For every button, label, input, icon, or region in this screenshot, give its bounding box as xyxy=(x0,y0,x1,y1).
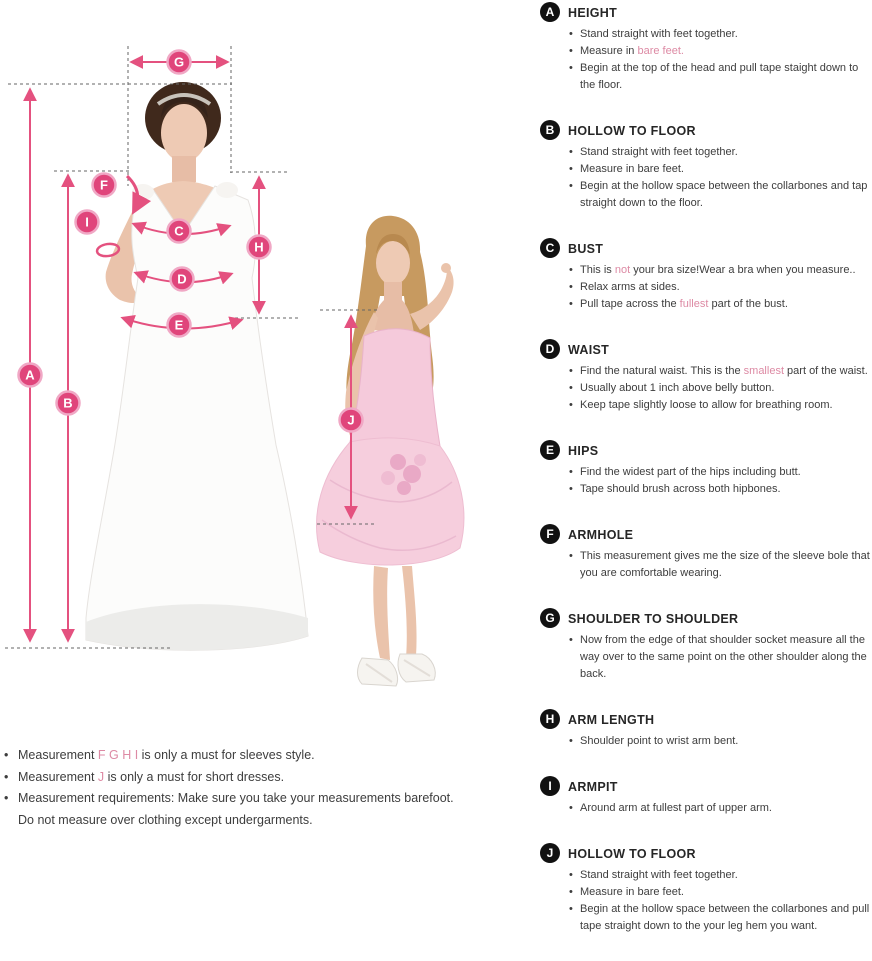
marker-d xyxy=(171,268,194,291)
bullet-item xyxy=(568,144,870,161)
bullet-text: Relax arms at sides. xyxy=(580,281,680,293)
bullet-text: Stand straight with feet together. xyxy=(580,146,738,158)
section-title: WAIST xyxy=(568,343,610,357)
section-badge: C xyxy=(540,238,560,258)
marker-letter: E xyxy=(174,317,184,333)
measurement-section-f xyxy=(540,524,870,582)
marker-letter: F xyxy=(100,177,108,193)
bullet-item xyxy=(568,632,870,683)
bullet-dot: • xyxy=(569,146,573,158)
note-highlight: J xyxy=(97,769,105,784)
bullet-text: Usually about 1 inch above belly button. xyxy=(580,382,775,394)
bullet-text: Measure in xyxy=(580,45,638,57)
bullet-dot: • xyxy=(569,483,573,495)
bullet-dot: • xyxy=(569,298,573,310)
section-content xyxy=(568,2,870,94)
marker-j xyxy=(340,409,363,432)
marker-b xyxy=(57,392,80,415)
marker-h xyxy=(248,236,271,259)
section-content xyxy=(568,120,870,212)
bullet-dot: • xyxy=(569,634,573,646)
bullet-text: Measure in bare feet. xyxy=(580,163,684,175)
note-line xyxy=(4,745,536,767)
bullet-text: Shoulder point to wrist arm bent. xyxy=(580,735,739,747)
bullet-text: part of the waist. xyxy=(784,365,868,377)
note-text: Measurement requirements: Make sure you take your measurements barefoot. xyxy=(18,791,454,805)
bullet-item xyxy=(568,380,870,397)
bullet-item xyxy=(568,43,870,60)
note-text: is only a must for sleeves style. xyxy=(141,748,315,762)
bullet-item xyxy=(568,464,870,481)
bullet-dot: • xyxy=(569,365,573,377)
bullet-item xyxy=(568,548,870,582)
measurement-section-c xyxy=(540,238,870,313)
bullet-text: Now from the edge of that shoulder socket measure all the way over to the same point on the other shoulder along the back. xyxy=(580,634,867,680)
note-dot: • xyxy=(4,791,9,805)
bullet-item xyxy=(568,161,870,178)
section-title: ARMPIT xyxy=(568,780,618,794)
bullet-item xyxy=(568,60,870,94)
marker-c xyxy=(168,220,191,243)
marker-letter: H xyxy=(254,239,264,255)
pink-bodice xyxy=(350,329,440,446)
bullet-dot: • xyxy=(569,264,573,276)
marker-letter: J xyxy=(347,412,355,428)
bullet-text: Stand straight with feet together. xyxy=(580,869,738,881)
section-content xyxy=(568,440,870,498)
bullet-text: Measure in bare feet. xyxy=(580,886,684,898)
section-content xyxy=(568,339,870,414)
bullet-item xyxy=(568,296,870,313)
section-badge: B xyxy=(540,120,560,140)
tall-model-illustration xyxy=(86,82,308,650)
marker-letter: I xyxy=(85,214,89,230)
bullet-item xyxy=(568,884,870,901)
measurement-section-d xyxy=(540,339,870,414)
note-line xyxy=(4,767,536,789)
bullet-dot: • xyxy=(569,802,573,814)
section-badge: A xyxy=(540,2,560,22)
bullet-dot: • xyxy=(569,281,573,293)
bullet-text: part of the bust. xyxy=(708,298,788,310)
section-content xyxy=(568,709,870,750)
bullet-item xyxy=(568,26,870,43)
note-text: Do not measure over clothing except undergarments. xyxy=(18,812,313,827)
bullet-dot: • xyxy=(569,163,573,175)
bullet-text: Find the natural waist. This is the xyxy=(580,365,744,377)
bullet-text: Begin at the hollow space between the collarbones and tap straight down to the floor. xyxy=(580,180,868,209)
bullet-text: Tape should brush across both hipbones. xyxy=(580,483,781,495)
bullet-highlight: not xyxy=(614,264,631,276)
marker-letter: A xyxy=(25,367,35,383)
section-badge: H xyxy=(540,709,560,729)
tall-model-face xyxy=(161,104,207,162)
bullet-item xyxy=(568,363,870,380)
bullet-dot: • xyxy=(569,28,573,40)
bullet-item xyxy=(568,178,870,212)
bullet-dot: • xyxy=(569,466,573,478)
measurement-section-i xyxy=(540,776,870,817)
bullet-dot: • xyxy=(569,180,573,192)
bullet-text: Stand straight with feet together. xyxy=(580,28,738,40)
short-model-illustration xyxy=(317,216,464,686)
bullet-dot: • xyxy=(569,550,573,562)
bullet-text: Begin at the hollow space between the collarbones and pull tape straight down to the your leg hem you want. xyxy=(580,903,870,932)
section-badge: E xyxy=(540,440,560,460)
bullet-dot: • xyxy=(569,382,573,394)
section-title: HEIGHT xyxy=(568,6,618,20)
short-model-left-leg xyxy=(373,566,390,660)
bullet-highlight: smallest xyxy=(743,365,784,377)
measurement-section-a xyxy=(540,2,870,94)
bullet-item xyxy=(568,262,870,279)
note-dot: • xyxy=(4,769,9,784)
section-content xyxy=(568,238,870,313)
bullet-text: your bra size!Wear a bra when you measure.. xyxy=(630,264,856,276)
note-text: is only a must for short dresses. xyxy=(104,769,285,784)
section-title: SHOULDER TO SHOULDER xyxy=(568,612,739,626)
bullet-text: Pull tape across the xyxy=(580,298,680,310)
section-title: HIPS xyxy=(568,444,599,458)
measurement-section-j xyxy=(540,843,870,935)
bullet-item xyxy=(568,279,870,296)
bullet-dot: • xyxy=(569,45,573,57)
bullet-highlight: fullest xyxy=(679,298,709,310)
section-title: HOLLOW TO FLOOR xyxy=(568,847,696,861)
short-model-right-leg xyxy=(402,566,417,658)
bullet-item xyxy=(568,867,870,884)
section-badge: J xyxy=(540,843,560,863)
note-line xyxy=(4,810,536,832)
bullet-dot: • xyxy=(569,62,573,74)
marker-letter: G xyxy=(173,54,185,70)
measurement-section-e xyxy=(540,440,870,498)
section-title: ARM LENGTH xyxy=(568,713,655,727)
section-badge: I xyxy=(540,776,560,796)
bullet-dot: • xyxy=(569,886,573,898)
bullet-highlight: bare feet. xyxy=(637,45,684,57)
section-badge: F xyxy=(540,524,560,544)
section-content xyxy=(568,776,870,817)
bullet-text: Find the widest part of the hips including butt. xyxy=(580,466,801,478)
lace-strap-right xyxy=(216,182,238,198)
bullet-text: Keep tape slightly loose to allow for breathing room. xyxy=(580,399,833,411)
section-content xyxy=(568,608,870,683)
bullet-item xyxy=(568,733,870,750)
marker-i xyxy=(76,211,99,234)
marker-g xyxy=(168,51,191,74)
marker-letter: D xyxy=(177,271,187,287)
bullet-dot: • xyxy=(569,869,573,881)
marker-letter: C xyxy=(174,223,184,239)
models-measurement-diagram xyxy=(0,0,540,740)
bullet-text: This measurement gives me the size of the sleeve bole that you are comfortable wearing. xyxy=(580,550,870,579)
marker-a xyxy=(19,364,42,387)
marker-f xyxy=(93,174,116,197)
bullet-dot: • xyxy=(569,735,573,747)
bullet-dot: • xyxy=(569,903,573,915)
note-highlight: F G H I xyxy=(97,748,142,762)
short-model-hand xyxy=(441,263,451,273)
section-content xyxy=(568,524,870,582)
bullet-text: Around arm at fullest part of upper arm. xyxy=(580,802,772,814)
section-content xyxy=(568,843,870,935)
note-dot: • xyxy=(4,748,9,762)
bullet-text: Begin at the top of the head and pull tape staight down to the floor. xyxy=(580,62,859,91)
section-title: BUST xyxy=(568,242,604,256)
marker-e xyxy=(168,314,191,337)
section-badge: D xyxy=(540,339,560,359)
measurement-section-h xyxy=(540,709,870,750)
note-text: Measurement xyxy=(18,769,98,784)
short-model-face xyxy=(376,241,410,285)
bullet-dot: • xyxy=(569,399,573,411)
note-line xyxy=(4,788,536,810)
section-title: HOLLOW TO FLOOR xyxy=(568,124,696,138)
section-title: ARMHOLE xyxy=(568,528,634,542)
bullet-text: This is xyxy=(580,264,615,276)
section-badge: G xyxy=(540,608,560,628)
note-text: Measurement xyxy=(18,748,98,762)
marker-letter: B xyxy=(63,395,73,411)
footnotes xyxy=(4,745,536,831)
bullet-item xyxy=(568,481,870,498)
bullet-item xyxy=(568,800,870,817)
measurement-section-b xyxy=(540,120,870,212)
measurement-section-g xyxy=(540,608,870,683)
bullet-item xyxy=(568,397,870,414)
instructions-column xyxy=(540,2,870,961)
bullet-item xyxy=(568,901,870,935)
